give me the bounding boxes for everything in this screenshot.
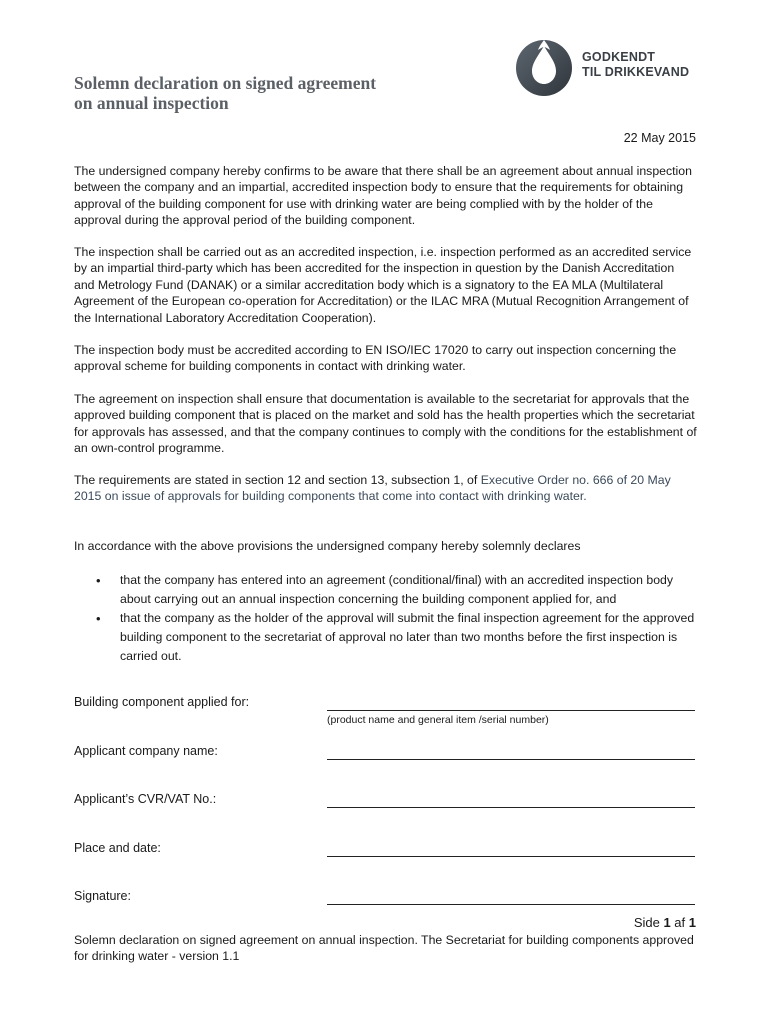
page-middle: af (670, 915, 689, 930)
declaration-list (74, 571, 698, 666)
cvr-vat-label: Applicant’s CVR/VAT No.: (74, 792, 217, 806)
list-item: • that the company as the holder of the approval will submit the final inspection agreement for the approved building component to the secretariat of approval no later than two months before the first inspection is carried out. (74, 609, 698, 666)
logo (514, 36, 694, 98)
building-component-field (74, 695, 696, 735)
building-component-input[interactable] (327, 710, 695, 711)
cvr-vat-input[interactable] (327, 807, 695, 808)
water-drop-logo-icon (514, 36, 574, 98)
title-line-1: Solemn declaration on signed agreement (74, 73, 377, 93)
signature-input[interactable] (327, 904, 695, 905)
place-date-input[interactable] (327, 856, 695, 857)
paragraph-documentation: The agreement on inspection shall ensure that documentation is available to the secretariat for approvals that the approved building component that is placed on the market and sold has the health properties which the secretariat for approvals has assessed, and that the company continues to comply with the conditions for the establishment of an own-control programme. (74, 392, 697, 456)
company-name-input[interactable] (327, 759, 695, 760)
signature-field (74, 889, 696, 929)
page-current: 1 (663, 915, 671, 930)
title-line-2: on annual inspection (74, 93, 229, 113)
page-title (74, 73, 474, 113)
paragraph-standard: The inspection body must be accredited according to EN ISO/IEC 17020 to carry out inspection concerning the approval scheme for building components in contact with drinking water. (74, 343, 677, 374)
footer-text: Solemn declaration on signed agreement on annual inspection. The Secretariat for building components approved for drinking water - version 1.1 (74, 933, 694, 964)
logo-wordmark (582, 50, 689, 80)
paragraph-agreement: The undersigned company hereby confirms to be aware that there shall be an agreement about annual inspection between the company and an impartial, accredited inspection body to ensure that the requirements for obtaining approval of the building component for use with drinking water are being complied with by the holder of the approval during the approval period of the building component. (74, 164, 692, 228)
paragraph-declaration-intro: In accordance with the above provisions the undersigned company hereby solemnly declares (74, 539, 581, 553)
document-date: 22 May 2015 (623, 131, 696, 145)
page-total: 1 (688, 915, 696, 930)
page-number (634, 915, 696, 930)
company-name-label: Applicant company name: (74, 744, 218, 758)
logo-line-1: GODKENDT (582, 50, 656, 64)
list-item: • that the company has entered into an agreement (conditional/final) with an accredited inspection body about carrying out an annual inspection concerning the building component applied for, and (74, 571, 698, 609)
place-date-field (74, 841, 696, 881)
building-component-label: Building component applied for: (74, 695, 250, 709)
requirements-text: The requirements are stated in section 12 and section 13, subsection 1, of (74, 473, 481, 487)
paragraph-requirements (74, 472, 698, 505)
signature-label: Signature: (74, 889, 131, 903)
executive-order-reference: Executive Order no. 666 of 20 May 2015 on issue of approvals for building components that come into contact with drinking water. (74, 473, 671, 504)
company-name-field (74, 744, 696, 784)
page-prefix: Side (633, 915, 664, 930)
building-component-hint: (product name and general item /serial number) (327, 714, 549, 726)
logo-line-2: TIL DRIKKEVAND (582, 65, 690, 79)
cvr-vat-field (74, 792, 696, 832)
place-date-label: Place and date: (74, 841, 161, 855)
paragraph-accreditation: The inspection shall be carried out as an accredited inspection, i.e. inspection performed as an accredited service by an impartial third-party which has been accredited for the inspection in question by the Danish Accreditation and Metrology Fund (DANAK) or a similar accreditation body which is a signatory to the EA MLA (Multilateral Agreement of the European co-operation for Accreditation) or the ILAC MRA (Mutual Recognition Arrangement of the International Laboratory Accreditation Cooperation). (74, 245, 692, 325)
